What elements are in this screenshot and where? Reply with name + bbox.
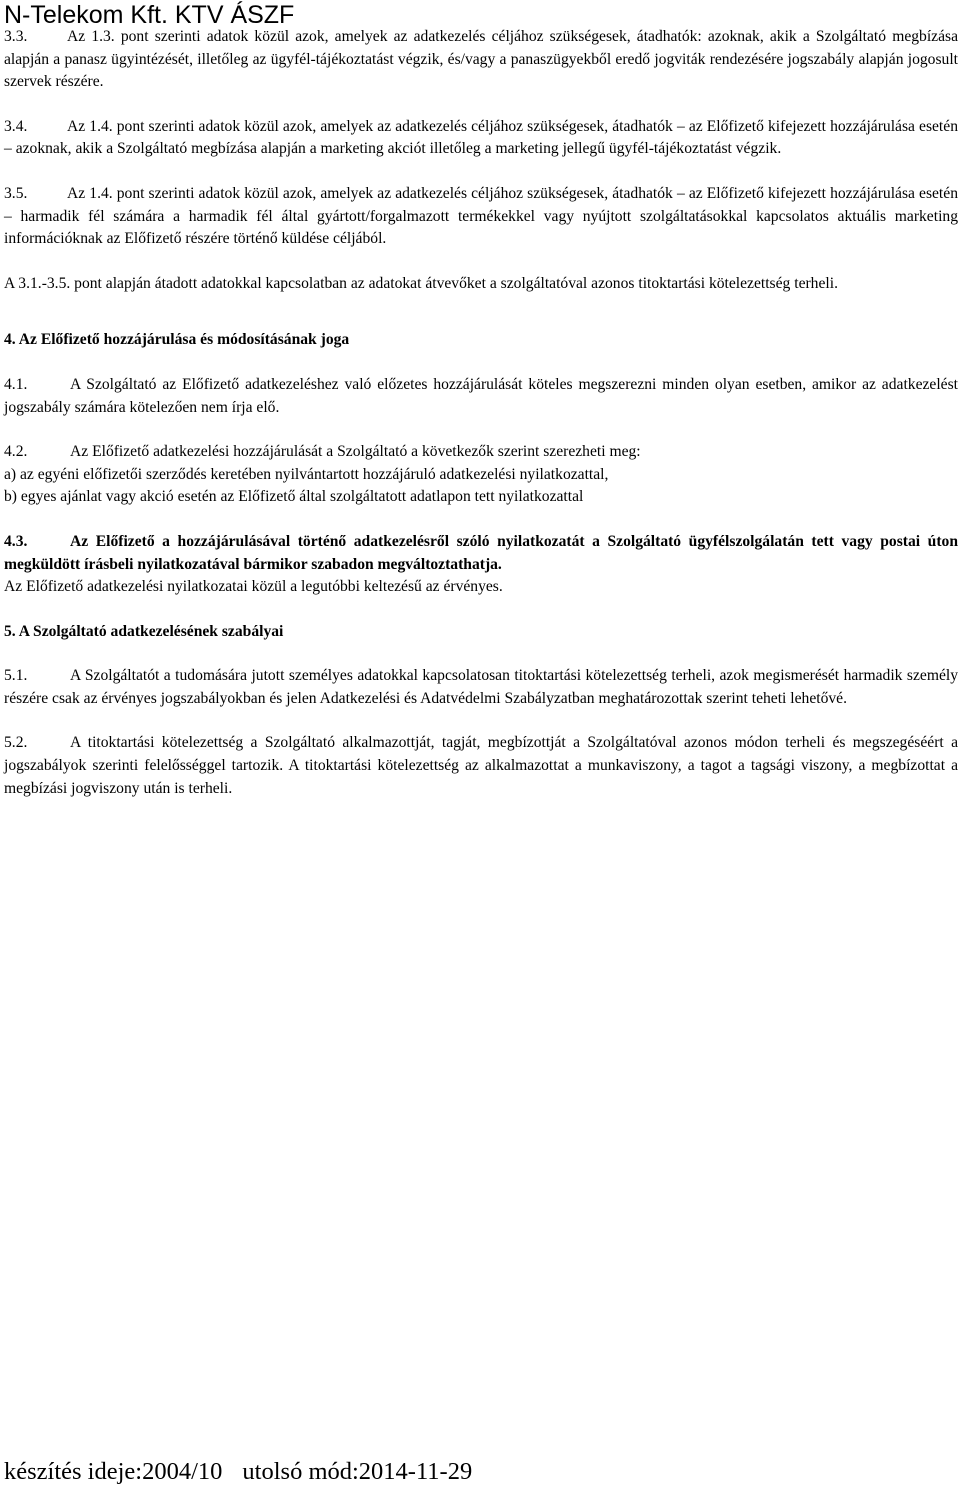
paragraph-text: A titoktartási kötelezettség a Szolgáltató alkalmazottját, tagját, megbízottját a Szolgáltatóval azonos módon terheli és megszegéséért a jogszabályok szerinti felelősséggel tartozik. A titoktartási kötelezettség az alkalmazottat a munkaviszony, a tagot a tagsági viszony, a megbízottat a megbízási jogviszony után is terheli. [4,734,958,797]
paragraph-5-1 [4,665,958,710]
paragraph-text: Az 1.4. pont szerinti adatok közül azok, amelyek az adatkezelés céljához szükségesek, átadhatók – az Előfizető kifejezett hozzájárulása esetén – azoknak, akik a Szolgáltató megbízása alapján a marketing akciót illetőleg a marketing jellegű ügyfél-tájékoztatást végzik. [4,117,958,158]
section-5-heading: 5. A Szolgáltató adatkezelésének szabályai [4,622,284,640]
paragraph-3-summary: A 3.1.-3.5. pont alapján átadott adatokkal kapcsolatban az adatokat átvevőket a szolgáltatóval azonos titoktartási kötelezettség terheli. [4,274,838,292]
paragraph-text: A Szolgáltatót a tudomására jutott személyes adatokkal kapcsolatosan titoktartási kötelezettség terheli, azok megismerését harmadik személy részére csak az érvényes jogszabályokban és jelen Adatkezelési és Adatvédelmi Szabályzatban meghatározottak szerint teheti lehetővé. [4,667,958,707]
paragraph-number: 3.5. [4,184,28,202]
paragraph-text: A Szolgáltató az Előfizető adatkezeléshez való előzetes hozzájárulását köteles megszerezni minden olyan esetben, amikor az adatkezelést jogszabály számára kötelezően nem írja elő. [4,375,958,416]
document-header-title: N-Telekom Kft. KTV ÁSZF [4,1,295,29]
paragraph-number: 4.1. [4,375,28,393]
footer-created-date: készítés ideje:2004/10 [4,1458,223,1485]
list-item-b: b) egyes ajánlat vagy akció esetén az Előfizető által szolgáltatott adatlapon tett nyilatkozattal [4,488,584,506]
paragraph-bold-text: Az Előfizető a hozzájárulásával történő adatkezelésről szóló nyilatkozatát a Szolgáltató ügyfélszolgálatán tett vagy postai úton megküldött írásbeli nyilatkozatával bármikor szabadon megváltoztathatja. [4,532,958,573]
paragraph-text: Az Előfizető adatkezelési hozzájárulását a Szolgáltató a következők szerint szerezheti meg: [70,443,641,461]
paragraph-4-3 [4,531,958,576]
paragraph-3-5 [4,183,958,251]
list-item-a: a) az egyéni előfizetői szerződés keretében nyilvántartott hozzájáruló adatkezelési nyilatkozattal, [4,465,609,483]
footer-modified-date: utolsó mód:2014-11-29 [242,1458,473,1485]
document-footer [4,1458,472,1486]
paragraph-number: 5.2. [4,734,28,752]
paragraph-4-2 [4,441,958,464]
paragraph-number: 4.3. [4,532,28,550]
paragraph-4-1 [4,374,958,419]
document-body [4,26,958,800]
paragraph-number: 3.3. [4,28,28,45]
paragraph-5-2 [4,732,958,800]
paragraph-text: Az 1.3. pont szerinti adatok közül azok, amelyek az adatkezelés céljához szükségesek, átadhatók: azoknak, akik a Szolgáltató megbízása alapján a panasz ügyintézését, illetőleg az ügyfél-tájékoztatást végzik, és/vagy a panaszügyekből eredő jogviták rendezésére jogszabály alapján jogosult szervek részére. [4,28,958,91]
paragraph-3-3 [4,26,958,94]
paragraph-text: Az 1.4. pont szerinti adatok közül azok, amelyek az adatkezelés céljához szükségesek, átadhatók – az Előfizető kifejezett hozzájárulása esetén – harmadik fél számára a harmadik fél által gyártott/forgalmazott termékekkel vagy nyújtott szolgáltatásokkal kapcsolatos aktuális marketing információknak az Előfizető részére történő küldése céljából. [4,184,958,248]
paragraph-number: 5.1. [4,667,28,685]
paragraph-number: 4.2. [4,443,28,461]
section-4-heading: 4. Az Előfizető hozzájárulása és módosításának joga [4,331,350,349]
paragraph-4-3-note: Az Előfizető adatkezelési nyilatkozatai közül a legutóbbi keltezésű az érvényes. [4,578,503,596]
paragraph-3-4 [4,116,958,161]
paragraph-number: 3.4. [4,117,28,135]
